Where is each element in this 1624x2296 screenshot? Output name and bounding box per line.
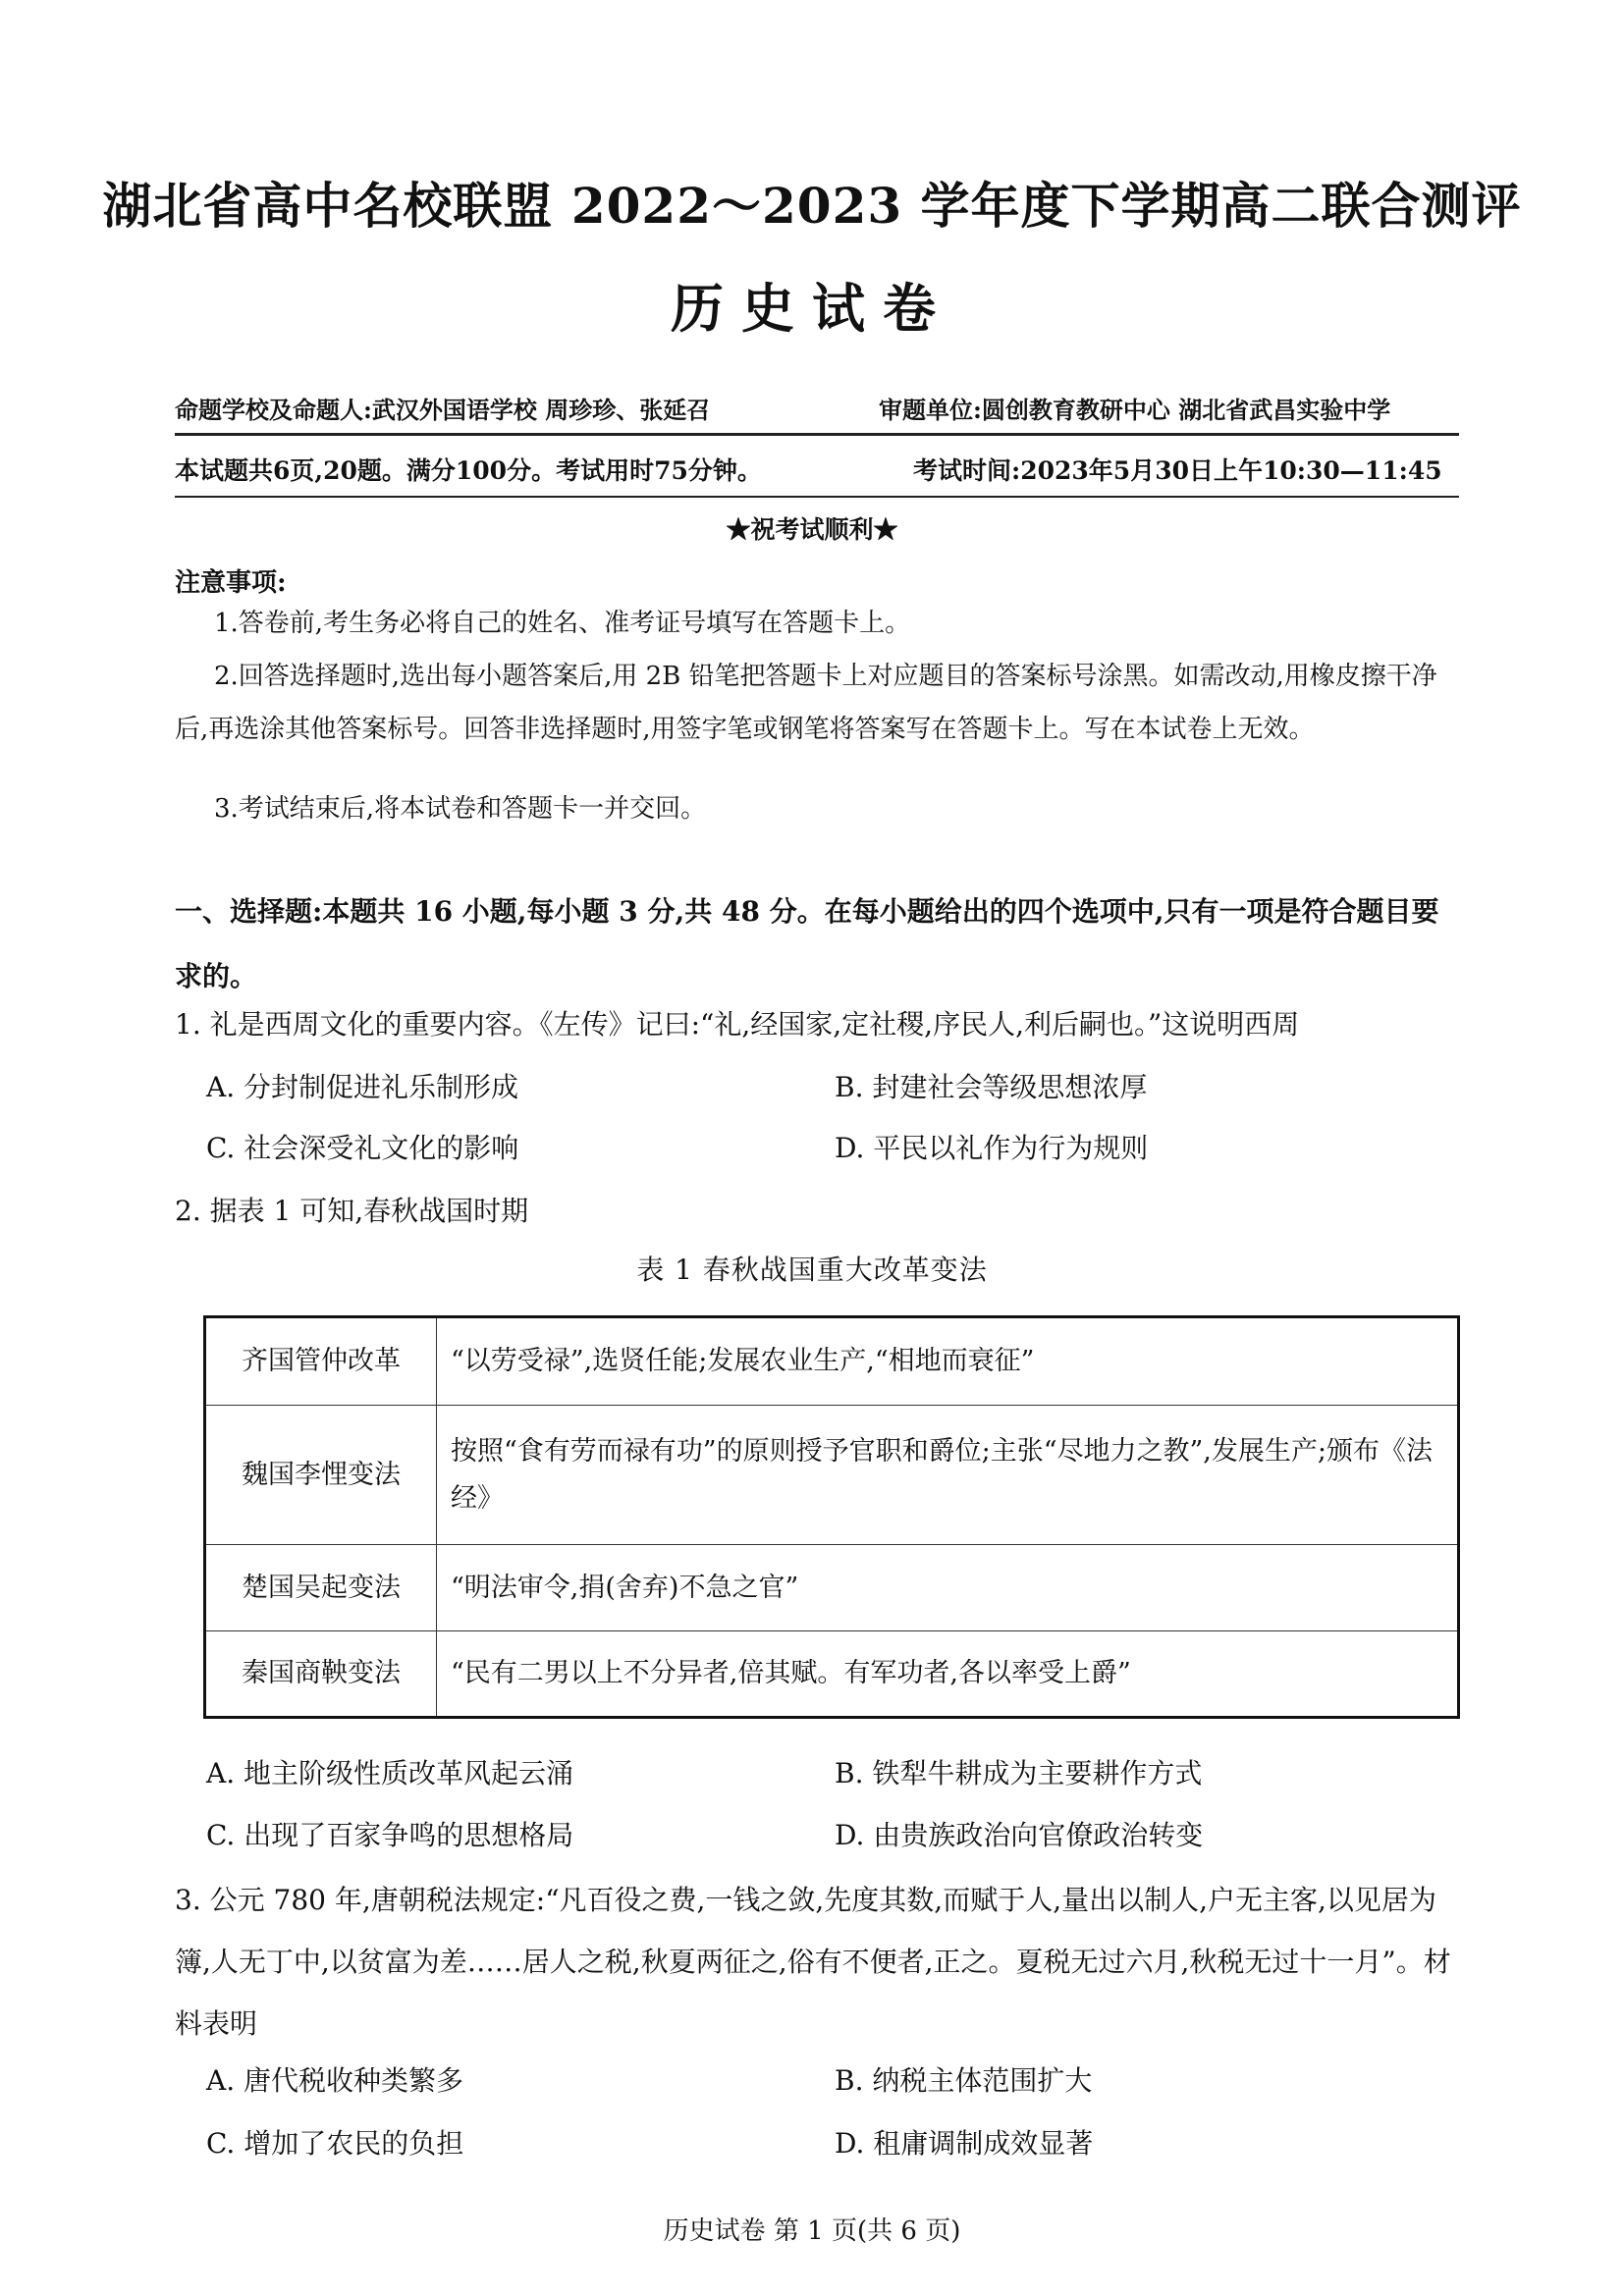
q3-option-b: B. 纳税主体范围扩大	[835, 2064, 1093, 2097]
table-cell-reform: 秦国商鞅变法	[205, 1631, 437, 1718]
note-item-3: 3.考试结束后,将本试卷和答题卡一并交回。	[214, 794, 707, 824]
subject-title: 历史试卷	[671, 277, 953, 340]
table-cell-content: “明法审令,捐(舍弃)不急之官”	[437, 1545, 1459, 1631]
reviewer-line: 审题单位:圆创教育教研中心 湖北省武昌实验中学	[879, 396, 1391, 424]
table-cell-reform: 魏国李悝变法	[205, 1406, 437, 1545]
question-1-stem: 1. 礼是西周文化的重要内容。《左传》记曰:“礼,经国家,定社稷,序民人,利后嗣也。”这说明西周	[175, 1008, 1300, 1041]
question-2-stem: 2. 据表 1 可知,春秋战国时期	[175, 1195, 529, 1227]
table-row	[205, 1545, 1459, 1631]
note-item-2: 2.回答选择题时,选出每小题答案后,用 2B 铅笔把答题卡上对应题目的答案标号涂黑。如需改动,用橡皮擦干净后,再选涂其他答案标号。回答非选择题时,用签字笔或钢笔将答案写在答题卡上。写在本试卷上无效。	[175, 662, 1437, 744]
q1-option-b: B. 封建社会等级思想浓厚	[835, 1071, 1148, 1103]
header-rule	[175, 433, 1459, 436]
q3-option-a: A. 唐代税收种类繁多	[206, 2064, 464, 2097]
table-row	[205, 1406, 1459, 1545]
table-row	[205, 1631, 1459, 1718]
info-rule	[175, 496, 1459, 498]
q1-option-c: C. 社会深受礼文化的影响	[206, 1132, 519, 1164]
table-cell-content: 按照“食有劳而禄有功”的原则授予官职和爵位;主张“尽地力之教”,发展生产;颁布《法经》	[437, 1406, 1459, 1545]
q3-option-d: D. 租庸调制成效显著	[835, 2127, 1094, 2160]
q1-option-a: A. 分封制促进礼乐制形成	[206, 1071, 519, 1103]
q2-option-a: A. 地主阶级性质改革风起云涌	[206, 1757, 574, 1789]
section-heading: 一、选择题:本题共 16 小题,每小题 3 分,共 48 分。在每小题给出的四个选项中,只有一项是符合题目要求的。	[175, 895, 1439, 992]
q2-option-d: D. 由贵族政治向官僚政治转变	[835, 1819, 1204, 1851]
exam-time: 考试时间:2023年5月30日上午10:30—11:45	[913, 456, 1442, 485]
table-cell-reform: 齐国管仲改革	[205, 1317, 437, 1406]
reform-table	[203, 1315, 1460, 1719]
exam-info: 本试题共6页,20题。满分100分。考试用时75分钟。	[175, 456, 762, 485]
note-item-1: 1.答卷前,考生务必将自己的姓名、准考证号填写在答题卡上。	[214, 609, 911, 638]
good-luck-banner: ★祝考试顺利★	[726, 515, 898, 544]
q2-option-b: B. 铁犁牛耕成为主要耕作方式	[835, 1757, 1203, 1789]
exam-title: 湖北省高中名校联盟 2022～2023 学年度下学期高二联合测评	[102, 177, 1522, 235]
q1-option-d: D. 平民以礼作为行为规则	[835, 1132, 1149, 1164]
question-3-stem: 3. 公元 780 年,唐朝税法规定:“凡百役之费,一钱之敛,先度其数,而赋于人,量出以制人,户无主客,以见居为簿,人无丁中,以贫富为差……居人之税,秋夏两征之,俗有不便者,正之。夏税无过六月,秋税无过十一月”。材料表明	[175, 1884, 1451, 2040]
table-cell-content: “民有二男以上不分异者,倍其赋。有军功者,各以率受上爵”	[437, 1631, 1459, 1718]
q2-option-c: C. 出现了百家争鸣的思想格局	[206, 1819, 574, 1851]
table-cell-reform: 楚国吴起变法	[205, 1545, 437, 1631]
table-row	[205, 1317, 1459, 1406]
q3-option-c: C. 增加了农民的负担	[206, 2127, 464, 2160]
table-cell-content: “以劳受禄”,选贤任能;发展农业生产,“相地而衰征”	[437, 1317, 1459, 1406]
page-footer: 历史试卷 第 1 页(共 6 页)	[663, 2216, 961, 2246]
table-caption: 表 1 春秋战国重大改革变法	[636, 1254, 988, 1286]
authors-line: 命题学校及命题人:武汉外国语学校 周珍珍、张延召	[175, 396, 711, 424]
notes-heading: 注意事项:	[175, 568, 287, 598]
